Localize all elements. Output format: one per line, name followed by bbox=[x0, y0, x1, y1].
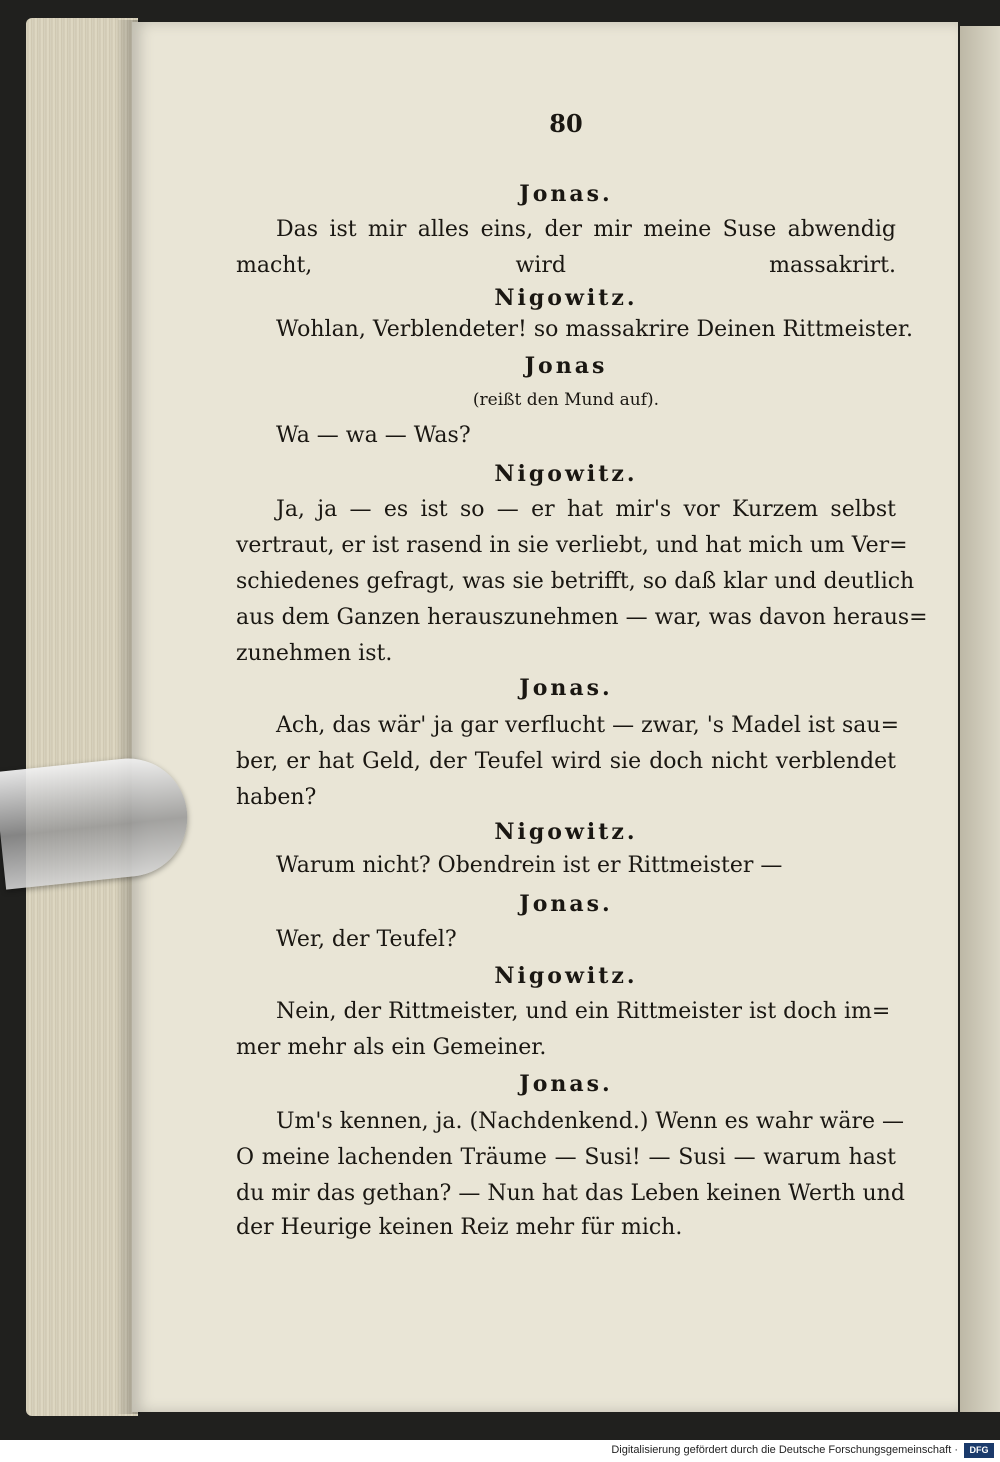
speaker-name: Nigowitz. bbox=[494, 819, 638, 845]
dialogue-line: Warum nicht? Obendrein ist er Rittmeister — bbox=[276, 853, 783, 878]
dialogue-line: schiedenes gefragt, was sie betrifft, so daß klar und deutlich bbox=[236, 569, 915, 594]
dialogue-line: Das ist mir alles eins, der mir meine Suse abwendig bbox=[276, 217, 896, 242]
stage-direction: (reißt den Mund auf). bbox=[472, 390, 660, 410]
speaker-name: Jonas. bbox=[519, 181, 613, 207]
dialogue-line: aus dem Ganzen herauszunehmen — war, was davon heraus= bbox=[236, 605, 928, 630]
dialogue-line: du mir das gethan? — Nun hat das Leben keinen Werth und bbox=[236, 1181, 905, 1206]
dialogue-line: Ach, das wär' ja gar verflucht — zwar, 's Madel ist sau= bbox=[276, 713, 900, 738]
dialogue-line: ber, er hat Geld, der Teufel wird sie doch nicht verblendet bbox=[236, 749, 896, 774]
speaker-name: Nigowitz. bbox=[494, 963, 638, 989]
dialogue-line: Wer, der Teufel? bbox=[276, 927, 457, 952]
speaker-name: Jonas. bbox=[519, 1071, 613, 1097]
speaker-name: Nigowitz. bbox=[494, 461, 638, 487]
page-number: 80 bbox=[549, 109, 583, 138]
speaker-name: Jonas bbox=[524, 353, 608, 379]
footer-bar bbox=[0, 1440, 1000, 1462]
speaker-name: Jonas. bbox=[519, 675, 613, 701]
dialogue-line: haben? bbox=[236, 785, 317, 810]
facing-page-edge bbox=[960, 26, 1000, 1412]
dfg-logo: DFG bbox=[964, 1443, 994, 1458]
dialogue-line: vertraut, er ist rasend in sie verliebt, und hat mich um Ver= bbox=[236, 533, 908, 558]
dialogue-line: Ja, ja — es ist so — er hat mir's vor Kurzem selbst bbox=[276, 497, 896, 522]
dialogue-line: Um's kennen, ja. (Nachdenkend.) Wenn es wahr wäre — bbox=[276, 1109, 904, 1134]
dialogue-line: zunehmen ist. bbox=[236, 641, 393, 666]
dialogue-line: Wa — wa — Was? bbox=[276, 423, 471, 448]
dialogue-line: der Heurige keinen Reiz mehr für mich. bbox=[236, 1215, 683, 1240]
dialogue-line: mer mehr als ein Gemeiner. bbox=[236, 1035, 547, 1060]
dialogue-line: Nein, der Rittmeister, und ein Rittmeister ist doch im= bbox=[276, 999, 891, 1024]
funding-note: Digitalisierung gefördert durch die Deutsche Forschungsgemeinschaft · bbox=[611, 1444, 958, 1456]
dialogue-line: O meine lachenden Träume — Susi! — Susi — warum hast bbox=[236, 1145, 896, 1170]
dialogue-line: macht, wird massakrirt. bbox=[236, 253, 896, 278]
dialogue-line: Wohlan, Verblendeter! so massakrire Deinen Rittmeister. bbox=[276, 317, 913, 342]
speaker-name: Nigowitz. bbox=[494, 285, 638, 311]
speaker-name: Jonas. bbox=[519, 891, 613, 917]
